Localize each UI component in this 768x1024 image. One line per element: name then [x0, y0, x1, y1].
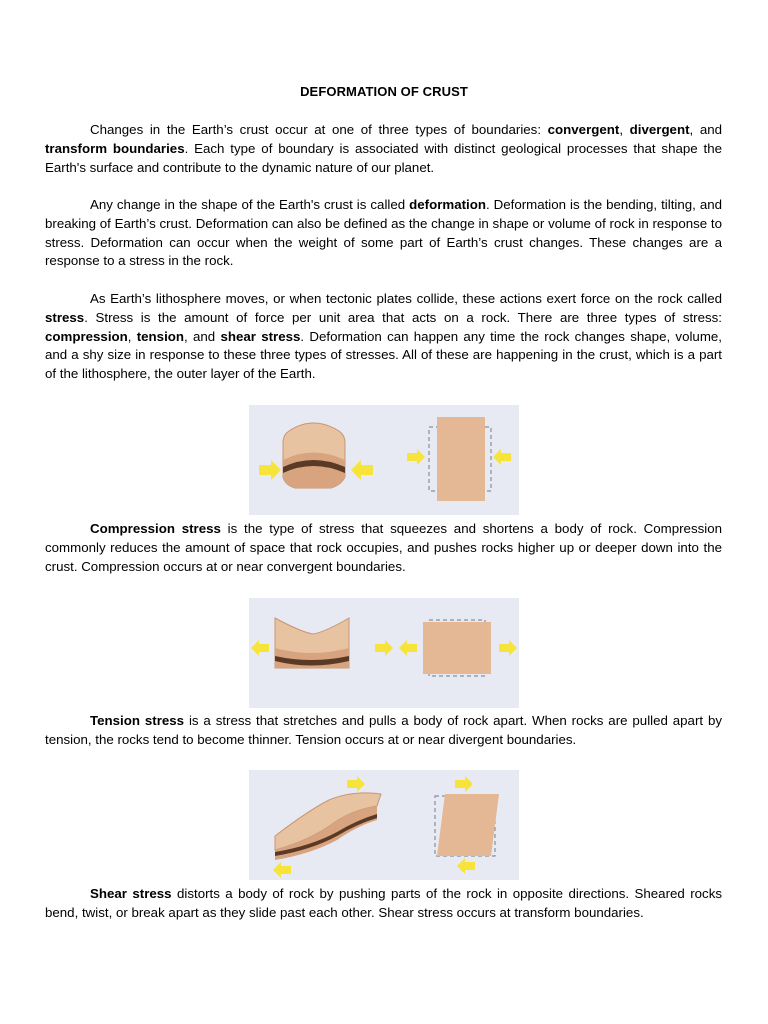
page-title: DEFORMATION OF CRUST: [300, 84, 468, 99]
text-run: is the type of stress that squeezes and shortens a body of rock. Compression commonly reduces the amount of space that rock occupies, and pushes rocks higher up or deeper down into the crust. Compression occurs at or near convergent boundaries.: [45, 521, 722, 574]
text-run: Any change in the shape of the Earth's crust is called: [90, 197, 410, 212]
arrow-left-icon: [493, 449, 511, 465]
text-run: Changes in the Earth’s crust occur at one of three types of boundaries:: [90, 122, 548, 137]
text-run: . Each type of boundary is associated with distinct geological processes that shape the Earth's surface and contribute to the dynamic nature of our planet.: [45, 140, 722, 175]
arrow-right-icon: [375, 640, 393, 656]
arrow-left-icon: [399, 640, 417, 656]
sheared-block: [437, 794, 499, 856]
paragraph-stress: [45, 290, 722, 384]
arrow-right-icon: [455, 776, 473, 792]
paragraph-compression: [45, 520, 722, 576]
arrow-left-icon: [457, 858, 475, 874]
paragraph-tension: [45, 712, 722, 750]
text-run: is a stress that stretches and pulls a body of rock apart. When rocks are pulled apart by tension, the rocks tend to become thinner. Tension occurs at or near divergent boundaries.: [45, 713, 722, 747]
compression-illustration: [249, 405, 519, 515]
text-run: , and: [689, 122, 723, 137]
text-run: . Deformation is the bending, tilting, and breaking of Earth’s crust. Deformation can also be defined as the change in shape or volume of rock in response to stress. Deformation can occur when the weight of some part of Earth’s crust changes. These changes are a response to a stress in the rock.: [45, 197, 723, 269]
arrow-right-icon: [259, 460, 281, 480]
shear-stress-figure: [249, 770, 519, 880]
text-run: . Stress is the amount of force per unit area that acts on a rock. There are three types of stress:: [84, 309, 722, 325]
arrow-left-icon: [351, 460, 373, 480]
arrow-left-icon: [273, 862, 291, 878]
tension-stress-figure: [249, 598, 519, 708]
arrow-right-icon: [407, 449, 425, 465]
tension-illustration: [249, 598, 519, 708]
bold-term: Tension stress: [90, 713, 185, 728]
bold-term: Compression stress: [90, 521, 221, 536]
compression-stress-figure: [249, 405, 519, 515]
text-run: ,: [619, 122, 630, 137]
paragraph-deformation: [45, 196, 722, 271]
arrow-right-icon: [347, 776, 365, 792]
stretched-block: [423, 622, 491, 674]
bold-term: stress: [45, 309, 85, 325]
arrow-right-icon: [499, 640, 517, 656]
bold-term: convergent: [547, 122, 620, 137]
arrow-left-icon: [251, 640, 269, 656]
text-run: ,: [127, 328, 137, 344]
text-run: , and: [184, 328, 221, 344]
bold-term: compression: [45, 328, 128, 344]
compressed-block: [437, 417, 485, 501]
bold-term: divergent: [629, 122, 690, 137]
shear-illustration: [249, 770, 519, 880]
bold-term: shear stress: [220, 328, 301, 344]
text-run: distorts a body of rock by pushing parts of the rock in opposite directions. Sheared rocks bend, twist, or break apart as they slide past each other. Shear stress occurs at transform boundaries.: [45, 886, 722, 920]
text-run: . Deformation can happen any time the rock changes shape, volume, and a shy size in response to these three types of stresses. All of these are happening in the crust, which is a part of the lithosphere, the outer layer of the Earth.: [45, 328, 722, 382]
bold-term: Shear stress: [90, 886, 172, 901]
bold-term: tension: [136, 328, 185, 344]
text-run: As Earth’s lithosphere moves, or when tectonic plates collide, these actions exert force on the rock called: [90, 291, 722, 306]
bold-term: transform boundaries: [45, 140, 185, 156]
compression-rock-side: [283, 453, 345, 489]
bold-term: deformation: [409, 197, 486, 212]
paragraph-shear: [45, 885, 722, 923]
paragraph-boundaries: [45, 121, 722, 177]
